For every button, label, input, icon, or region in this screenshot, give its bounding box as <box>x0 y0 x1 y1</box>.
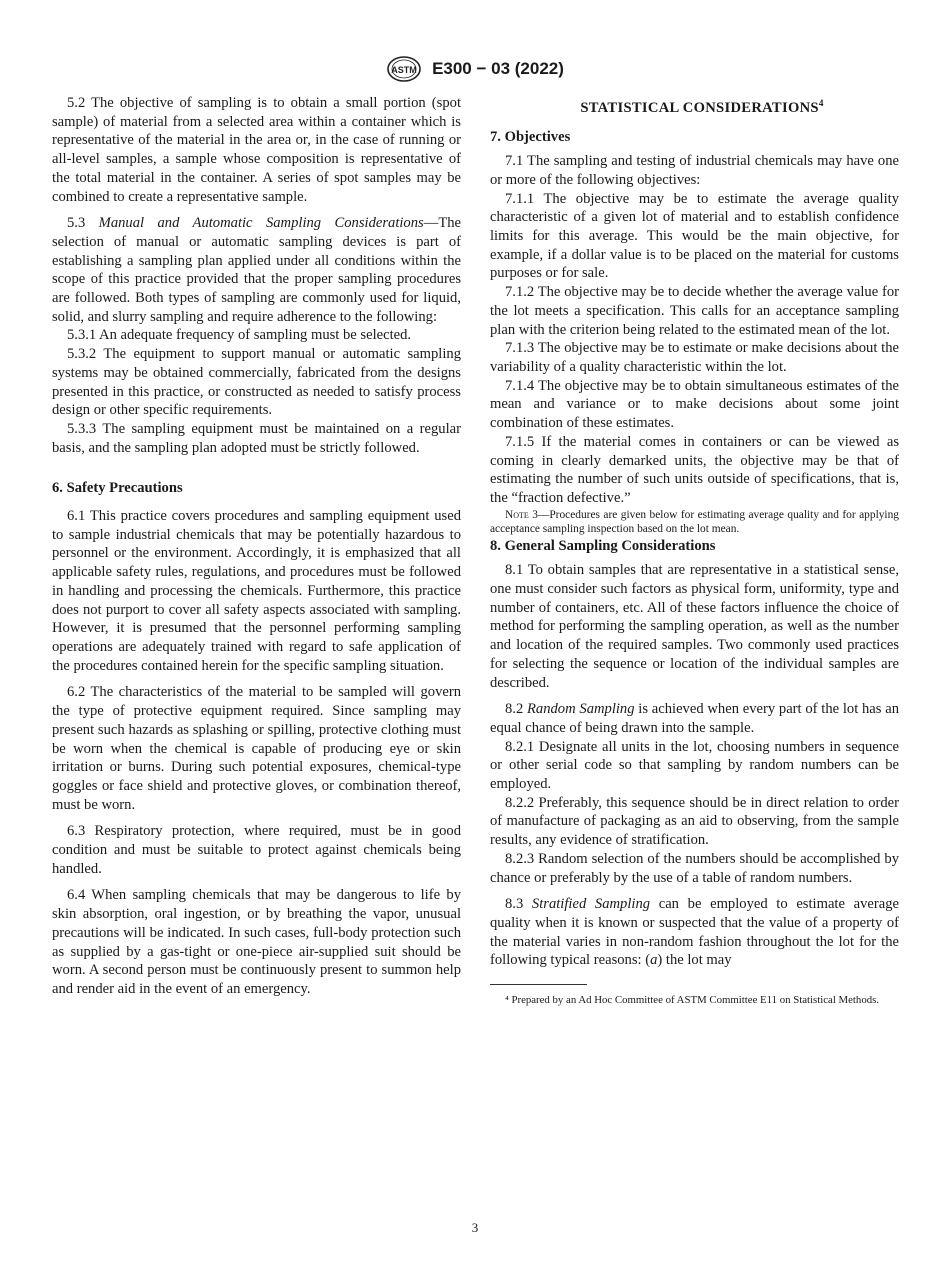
document-code: E300 − 03 (2022) <box>432 59 564 78</box>
paragraph-5-3-2: 5.3.2 The equipment to support manual or automatic sampling systems may be obtained commercially, fabricated from the designs presented in this practice, or constructed as needed to satisfy process design or other specific requirements. <box>52 346 461 419</box>
paragraph-7-1: 7.1 The sampling and testing of industrial chemicals may have one or more of the following objectives: <box>490 153 899 188</box>
paragraph-5-3: 5.3 Manual and Automatic Sampling Considerations—The selection of manual or automatic sampling devices is part of establishing a sampling plan applied under all conditions within the scope of this practice provided that the proper sampling procedures are followed. Both types of sampling are commonly used for liquid, solid, and slurry sampling and require adherence to the following: <box>52 215 462 325</box>
paragraph-8-3: 8.3 Stratified Sampling can be employed to estimate average quality when it is known or suspected that the value of a property of the material varies in non-random fashion throughout the lot for the following typical reasons: (a) the lot may <box>490 896 899 969</box>
svg-text:ASTM: ASTM <box>391 65 417 75</box>
section-7-heading: 7. Objectives <box>490 128 571 145</box>
paragraph-7-1-3: 7.1.3 The objective may be to estimate or make decisions about the variability of a quality characteristic within the lot. <box>490 340 899 375</box>
paragraph-8-2-1: 8.2.1 Designate all units in the lot, choosing numbers in sequence or other serial code so that sampling by random numbers can be employed. <box>490 738 899 793</box>
paragraph-7-1-2: 7.1.2 The objective may be to decide whether the average value for the lot meets a specification. This calls for an acceptance sampling plan with the criterion being related to the estimated mean of the lot. <box>490 284 899 338</box>
paragraph-8-2-3: 8.2.3 Random selection of the numbers should be accomplished by chance or preferably by the use of a table of random numbers. <box>490 850 899 886</box>
section-8-heading: 8. General Sampling Considerations <box>490 537 716 554</box>
paragraph-8-1: 8.1 To obtain samples that are representative in a statistical sense, one must consider such factors as physical form, uniformity, type and number of containers, etc. All of these factors influence the choice of method for performing the sampling operation, as well as the number and location of the required samples. Two commonly used practices for selecting the sequence or location of the individual samples are described. <box>490 562 899 691</box>
note-3: Note 3—Procedures are given below for estimating average quality and for applying acceptance sampling inspection based on the lot mean. <box>490 508 899 536</box>
paragraph-8-2-2: 8.2.2 Preferably, this sequence should be in direct relation to order of manufacture of packaging as an aid to observing, from the sample results, any evidence of stratification. <box>490 794 899 849</box>
footnote-divider <box>490 984 587 985</box>
paragraph-6-4: 6.4 When sampling chemicals that may be dangerous to life by skin absorption, oral ingestion, or by breathing the vapor, unusual precautions will be indicated. In such cases, full-body protection such as supplied by a gas-tight or one-piece air-supplied suit should be worn. A second person must be continuously present to summon help and render aid in the event of an emergency. <box>52 887 461 997</box>
paragraph-7-1-5: 7.1.5 If the material comes in containers or can be viewed as coming in clearly demarked units, the objective may be that of estimating the number of such units outside of specifications, that is, the “fraction defective.” <box>490 433 899 506</box>
paragraph-6-1: 6.1 This practice covers procedures and sampling equipment used to sample industrial chemicals that may be potentially hazardous to personnel or the environment. Accordingly, it is emphasized that all applicable safety rules, regulations, and procedures must be followed in handling and processing the chemicals. Furthermore, this practice does not purport to cover all safety aspects associated with sampling. However, it is presumed that the personnel performing sampling operations are adequately trained with regard to safe application of the procedures contained herein for the specific sampling situation. <box>52 508 461 674</box>
page-number: 3 <box>471 1220 479 1235</box>
page-header <box>0 56 950 84</box>
footnote-ref: 4 <box>818 98 824 108</box>
paragraph-6-2: 6.2 The characteristics of the material to be sampled will govern the type of protective equipment required. Since sampling may present such hazards as splashing or spilling, protective clothing must be worn when the chemical is capable of producing eye or skin irritation or burns. During such potential exposures, chemical-type goggles or face shield and protective gloves, or combination thereof, must be worn. <box>52 684 461 813</box>
paragraph-8-2: 8.2 Random Sampling is achieved when every part of the lot has an equal chance of being drawn into the sample. <box>490 701 899 736</box>
astm-logo-icon <box>386 56 422 82</box>
section-6-heading: 6. Safety Precautions <box>52 480 183 497</box>
paragraph-7-1-4: 7.1.4 The objective may be to obtain simultaneous estimates of the mean and variance or to make decisions about some joint combination of these estimates. <box>490 377 899 432</box>
paragraph-5-3-3: 5.3.3 The sampling equipment must be maintained on a regular basis, and the sampling plan adopted must be strictly followed. <box>52 420 461 456</box>
footnote-4: ⁴ Prepared by an Ad Hoc Committee of ASTM Committee E11 on Statistical Methods. <box>505 994 880 1007</box>
statistical-considerations-heading: STATISTICAL CONSIDERATIONS$^4$ <box>580 98 824 116</box>
paragraph-7-1-1: 7.1.1 The objective may be to estimate the average quality characteristic of a given lot of material and to establish confidence limits for this average. This would be the main objective, for example, if a dollar value is to be placed on the material for customs purposes or for sale. <box>490 190 899 282</box>
paragraph-5-3-1: 5.3.1 An adequate frequency of sampling must be selected. <box>67 327 412 344</box>
left-column <box>52 94 461 999</box>
right-column <box>490 94 899 1007</box>
paragraph-6-3: 6.3 Respiratory protection, where required, must be in good condition and must be suitable to protect against chemicals being handled. <box>52 823 461 877</box>
paragraph-5-2: 5.2 The objective of sampling is to obtain a small portion (spot sample) of material from a selected area within a container which is representative of the material in the area or, in the case of running or all-level samples, a sample whose composition is representative of the total material in the container. A series of spot samples may be combined to create a representative sample. <box>52 95 461 205</box>
